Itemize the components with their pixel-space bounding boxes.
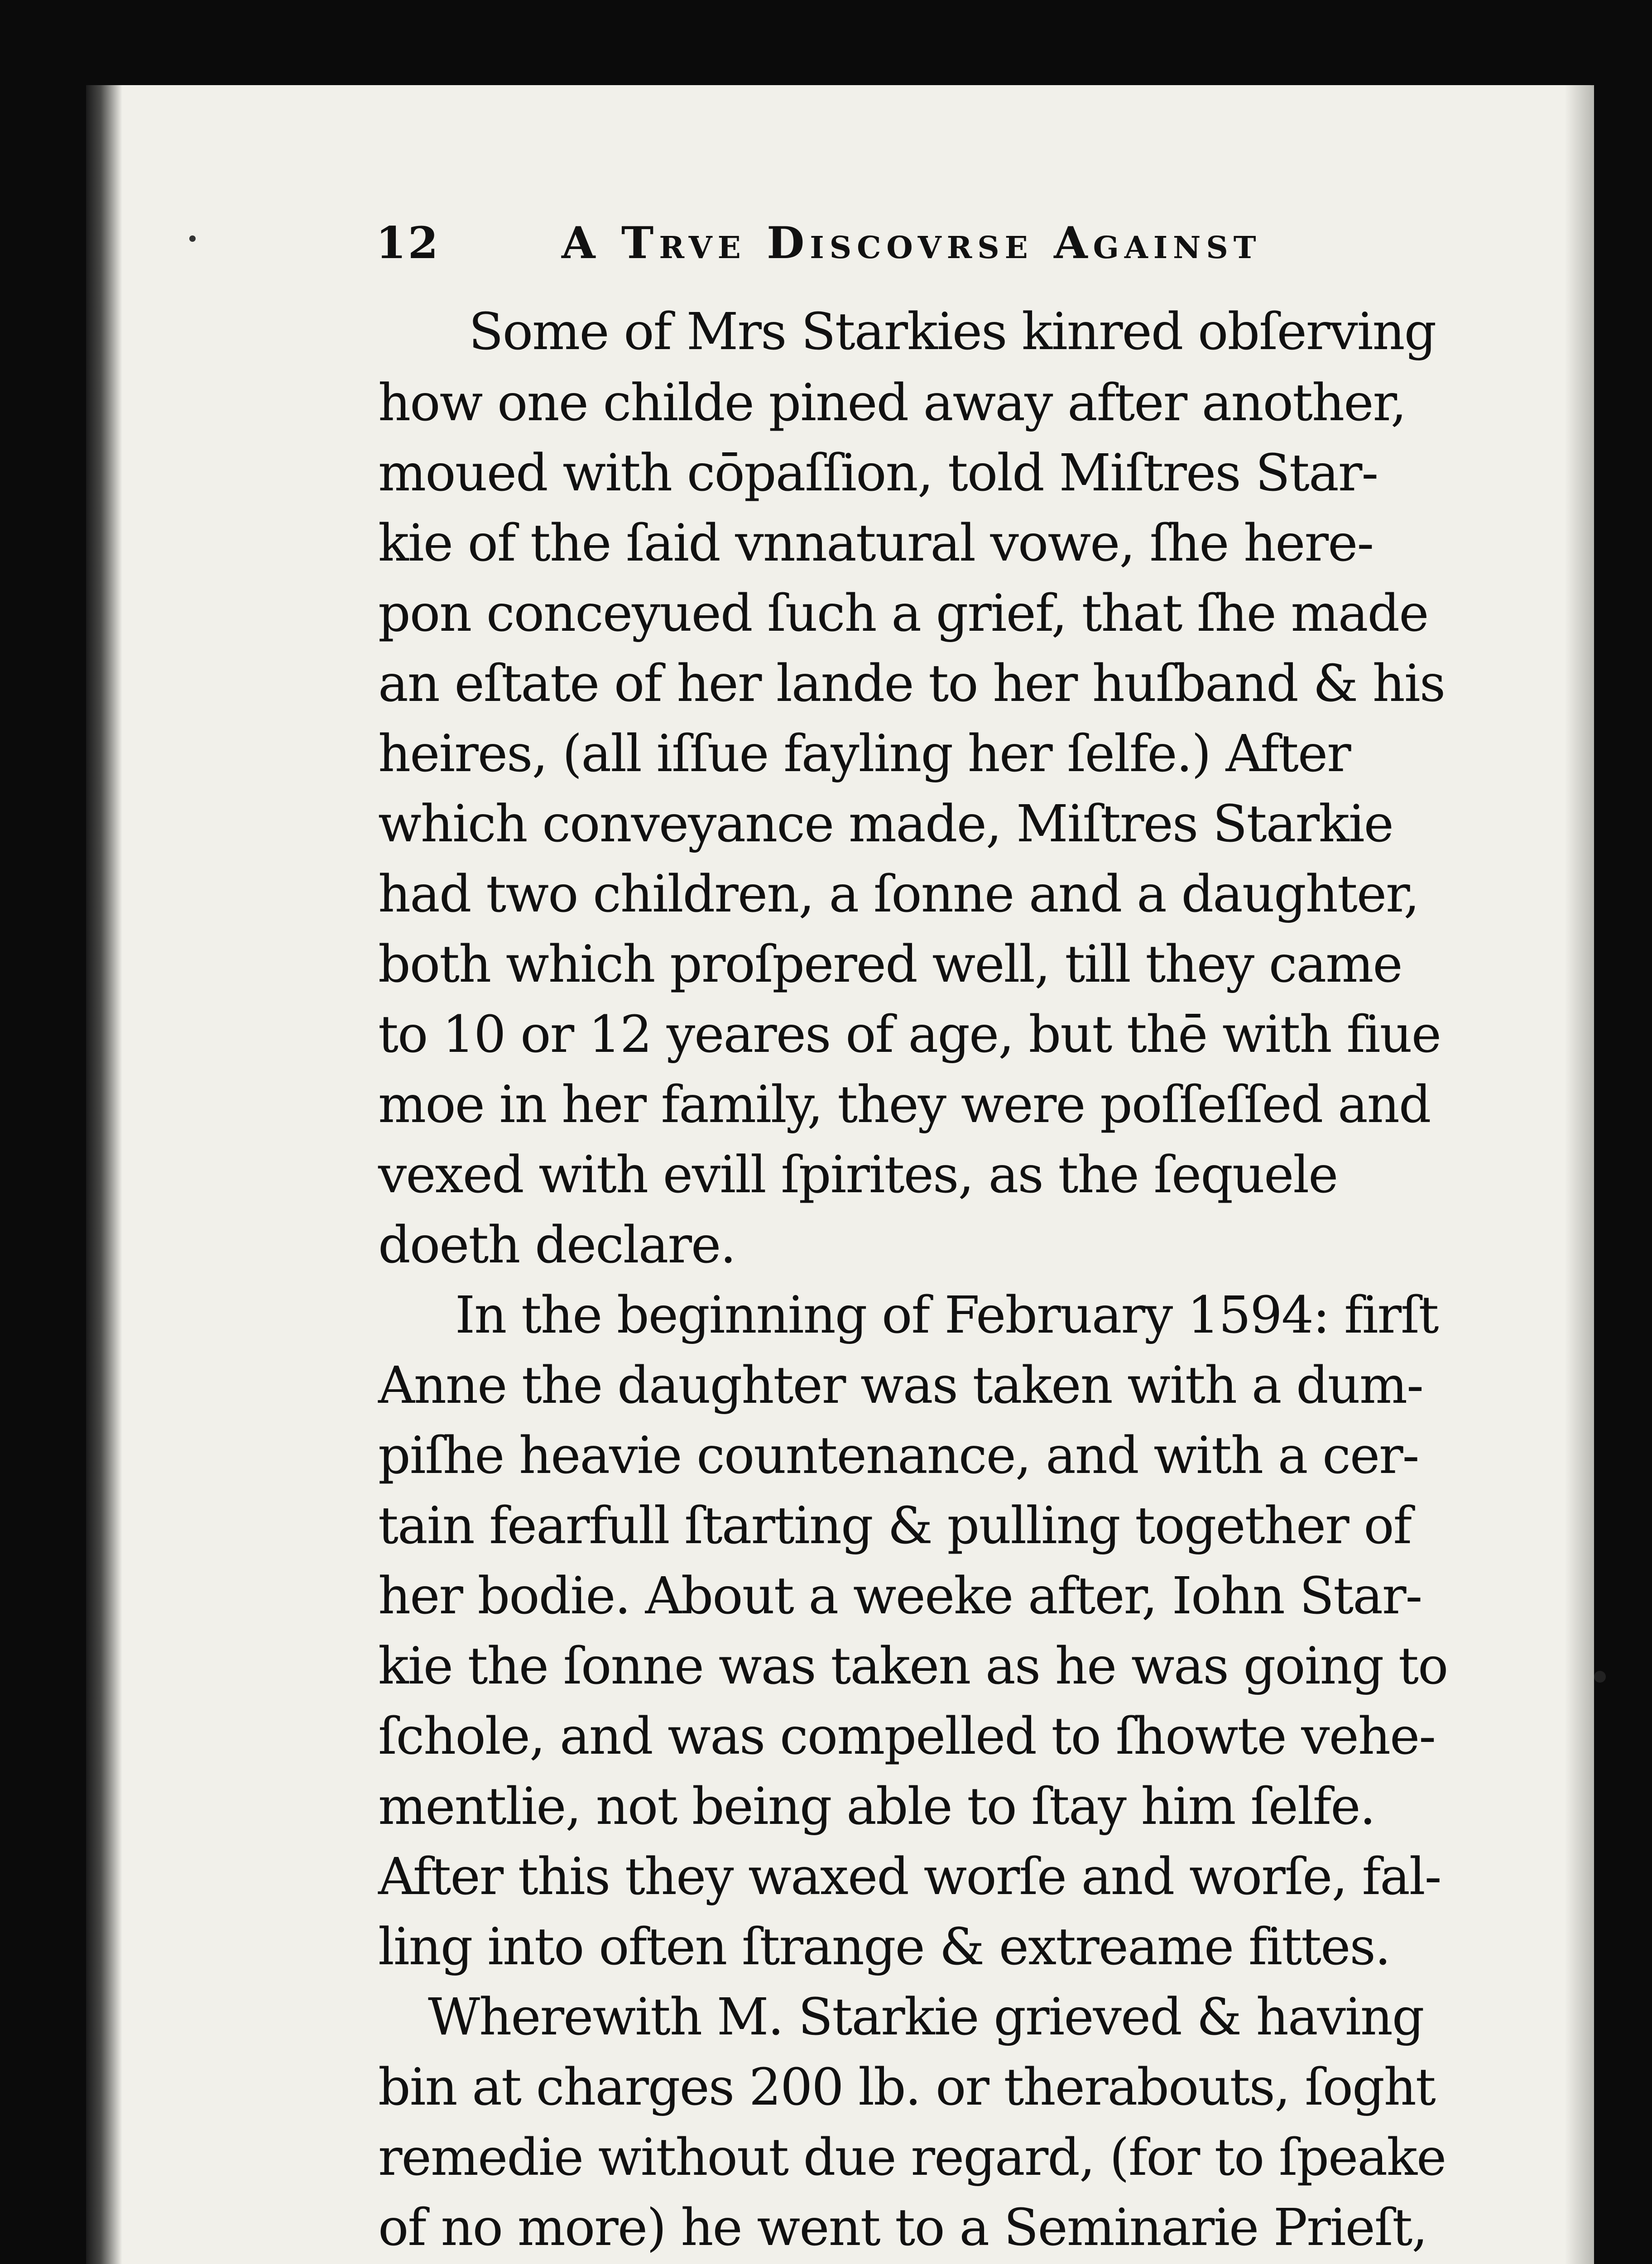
text-line: which conveyance made, Miſtres Starkie <box>378 795 1393 854</box>
ink-speck-left <box>189 235 196 242</box>
text-line: had two children, a ſonne and a daughter, <box>378 865 1419 924</box>
text-line: bin at charges 200 lb. or therabouts, ſoght <box>378 2058 1435 2117</box>
text-line: of no more) he went to a Seminarie Prieſt, <box>378 2198 1427 2257</box>
text-line: tain fearfull ſtarting & pulling together of <box>378 1497 1412 1555</box>
text-line: pon conceyued ſuch a grief, that ſhe made <box>378 584 1428 643</box>
running-head <box>376 208 1517 276</box>
text-line: remedie without due regard, (for to ſpeake <box>378 2128 1446 2187</box>
text-line: Some of Mrs Starkies kinred obſerving <box>469 302 1436 361</box>
text-line: mentlie, not being able to ſtay him ſelfe. <box>378 1777 1375 1836</box>
text-line: ſchole, and was compelled to ſhowte vehe- <box>378 1707 1436 1766</box>
text-line: Anne the daughter was taken with a dum- <box>378 1356 1423 1415</box>
text-line: doeth declare. <box>378 1216 735 1275</box>
text-line: In the beginning of February 1594: firſt <box>455 1286 1438 1345</box>
text-line: an eſtate of her lande to her huſband & his <box>378 654 1445 713</box>
text-line: After this they waxed worſe and worſe, fal- <box>378 1847 1441 1906</box>
text-line: ling into often ſtrange & extreame fittes. <box>378 1918 1390 1976</box>
text-line: vexed with evill ſpirites, as the ſequele <box>378 1146 1338 1204</box>
text-line: moued with cōpaſſion, told Miſtres Star- <box>378 444 1378 503</box>
running-title: A Trve Discovrse Against <box>562 217 1262 269</box>
text-line: Wherewith M. Starkie grieved & having <box>428 1988 1424 2047</box>
text-line: heires, (all iſſue fayling her ſelfe.) After <box>378 724 1350 783</box>
text-line: kie of the ſaid vnnatural vowe, ſhe here- <box>378 514 1373 573</box>
page-number: 12 <box>376 217 440 269</box>
text-line: moe in her family, they were poſſeſſed and <box>378 1075 1431 1134</box>
text-line: how one childe pined away after another, <box>378 374 1406 432</box>
text-line: her bodie. About a weeke after, Iohn Star- <box>378 1567 1422 1626</box>
text-line: to 10 or 12 yeares of age, but thē with fiue <box>378 1005 1441 1064</box>
gutter-shadow <box>86 85 122 2264</box>
text-line: both which proſpered well, till they came <box>378 935 1402 994</box>
text-line: kie the ſonne was taken as he was going to <box>378 1637 1448 1696</box>
text-line: piſhe heavie countenance, and with a cer- <box>378 1426 1419 1485</box>
ink-speck-right <box>1594 1671 1606 1683</box>
page-right-edge <box>1565 85 1594 2264</box>
